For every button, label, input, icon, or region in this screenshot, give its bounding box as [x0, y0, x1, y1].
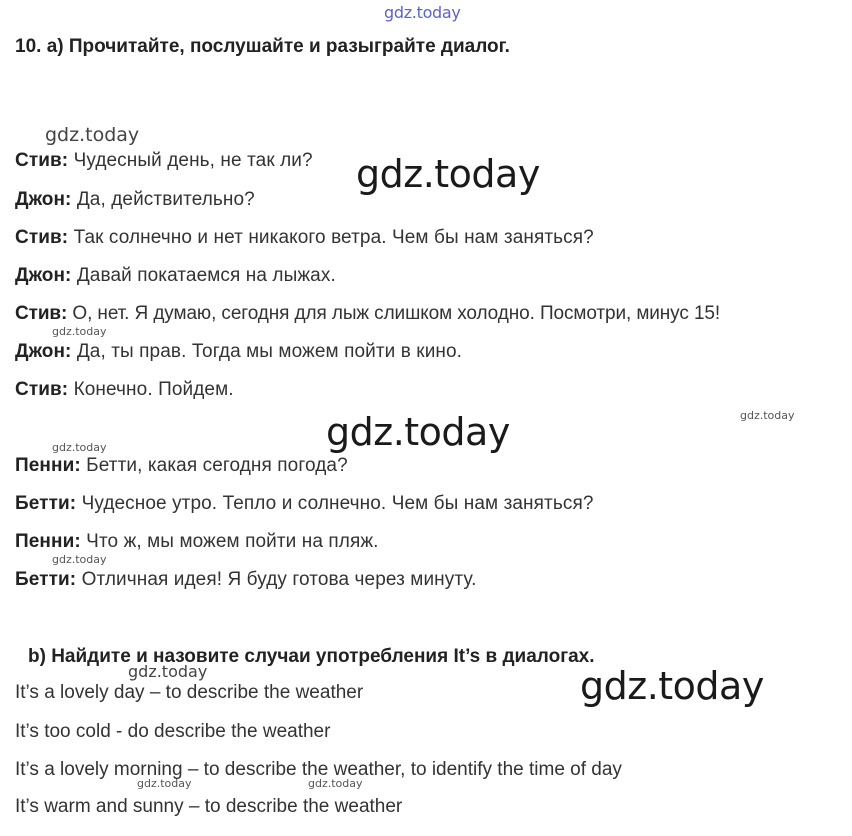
line-text: Отличная идея! Я буду готова через минуту. — [76, 569, 477, 590]
watermark: gdz.today — [356, 152, 540, 196]
speaker: Пенни: — [15, 531, 81, 552]
line-text: Да, действительно? — [71, 189, 255, 210]
exercise-b-heading: b) Найдите и назовите случаи употребления It’s в диалогах. — [28, 646, 595, 667]
answer-line: It’s too cold - do describe the weather — [15, 721, 331, 742]
watermark: gdz.today — [580, 664, 764, 708]
watermark: gdz.today — [52, 325, 107, 338]
dialogue-line — [15, 379, 234, 401]
line-text: Да, ты прав. Тогда мы можем пойти в кино. — [71, 341, 463, 362]
line-text: Так солнечно и нет никакого ветра. Чем бы нам заняться? — [68, 227, 594, 248]
speaker: Бетти: — [15, 493, 77, 514]
answer-line: It’s a lovely morning – to describe the weather, to identify the time of day — [15, 759, 622, 780]
dialogue-line — [15, 569, 476, 591]
dialogue-line — [15, 189, 255, 211]
dialogue-line — [15, 303, 720, 325]
speaker: Стив: — [15, 303, 68, 324]
watermark: gdz.today — [308, 777, 363, 790]
speaker: Джон: — [15, 189, 72, 210]
speaker: Джон: — [15, 265, 72, 286]
line-text: Давай покатаемся на лыжах. — [71, 265, 336, 286]
dialogue-line — [15, 150, 313, 172]
dialogue-line — [15, 455, 348, 477]
speaker: Стив: — [15, 379, 69, 400]
watermark: gdz.today — [740, 409, 795, 422]
speaker: Бетти: — [15, 569, 77, 590]
line-text: Чудесное утро. Тепло и солнечно. Чем бы нам заняться? — [76, 493, 594, 514]
watermark-top: gdz.today — [384, 3, 461, 22]
line-text: Что ж, мы можем пойти на пляж. — [80, 531, 379, 552]
exercise-a-heading: 10. a) Прочитайте, послушайте и разыграйте диалог. — [15, 36, 510, 57]
watermark: gdz.today — [326, 410, 510, 454]
line-text: Бетти, какая сегодня погода? — [80, 455, 348, 476]
line-text: Чудесный день, не так ли? — [68, 150, 313, 171]
watermark: gdz.today — [137, 777, 192, 790]
watermark: gdz.today — [52, 441, 107, 454]
speaker: Пенни: — [15, 455, 81, 476]
answer-line: It’s warm and sunny – to describe the weather — [15, 796, 403, 817]
speaker: Стив: — [15, 150, 69, 171]
answer-line: It’s a lovely day – to describe the weather — [15, 682, 364, 703]
watermark: gdz.today — [128, 662, 208, 681]
dialogue-line — [15, 531, 379, 553]
watermark: gdz.today — [52, 553, 107, 566]
watermark: gdz.today — [45, 124, 140, 146]
line-text: Конечно. Пойдем. — [68, 379, 234, 400]
speaker: Стив: — [15, 227, 69, 248]
dialogue-line — [15, 341, 462, 363]
speaker: Джон: — [15, 341, 72, 362]
dialogue-line — [15, 227, 594, 249]
dialogue-line — [15, 265, 336, 287]
line-text: О, нет. Я думаю, сегодня для лыж слишком холодно. Посмотри, минус 15! — [67, 303, 721, 324]
dialogue-line — [15, 493, 594, 515]
